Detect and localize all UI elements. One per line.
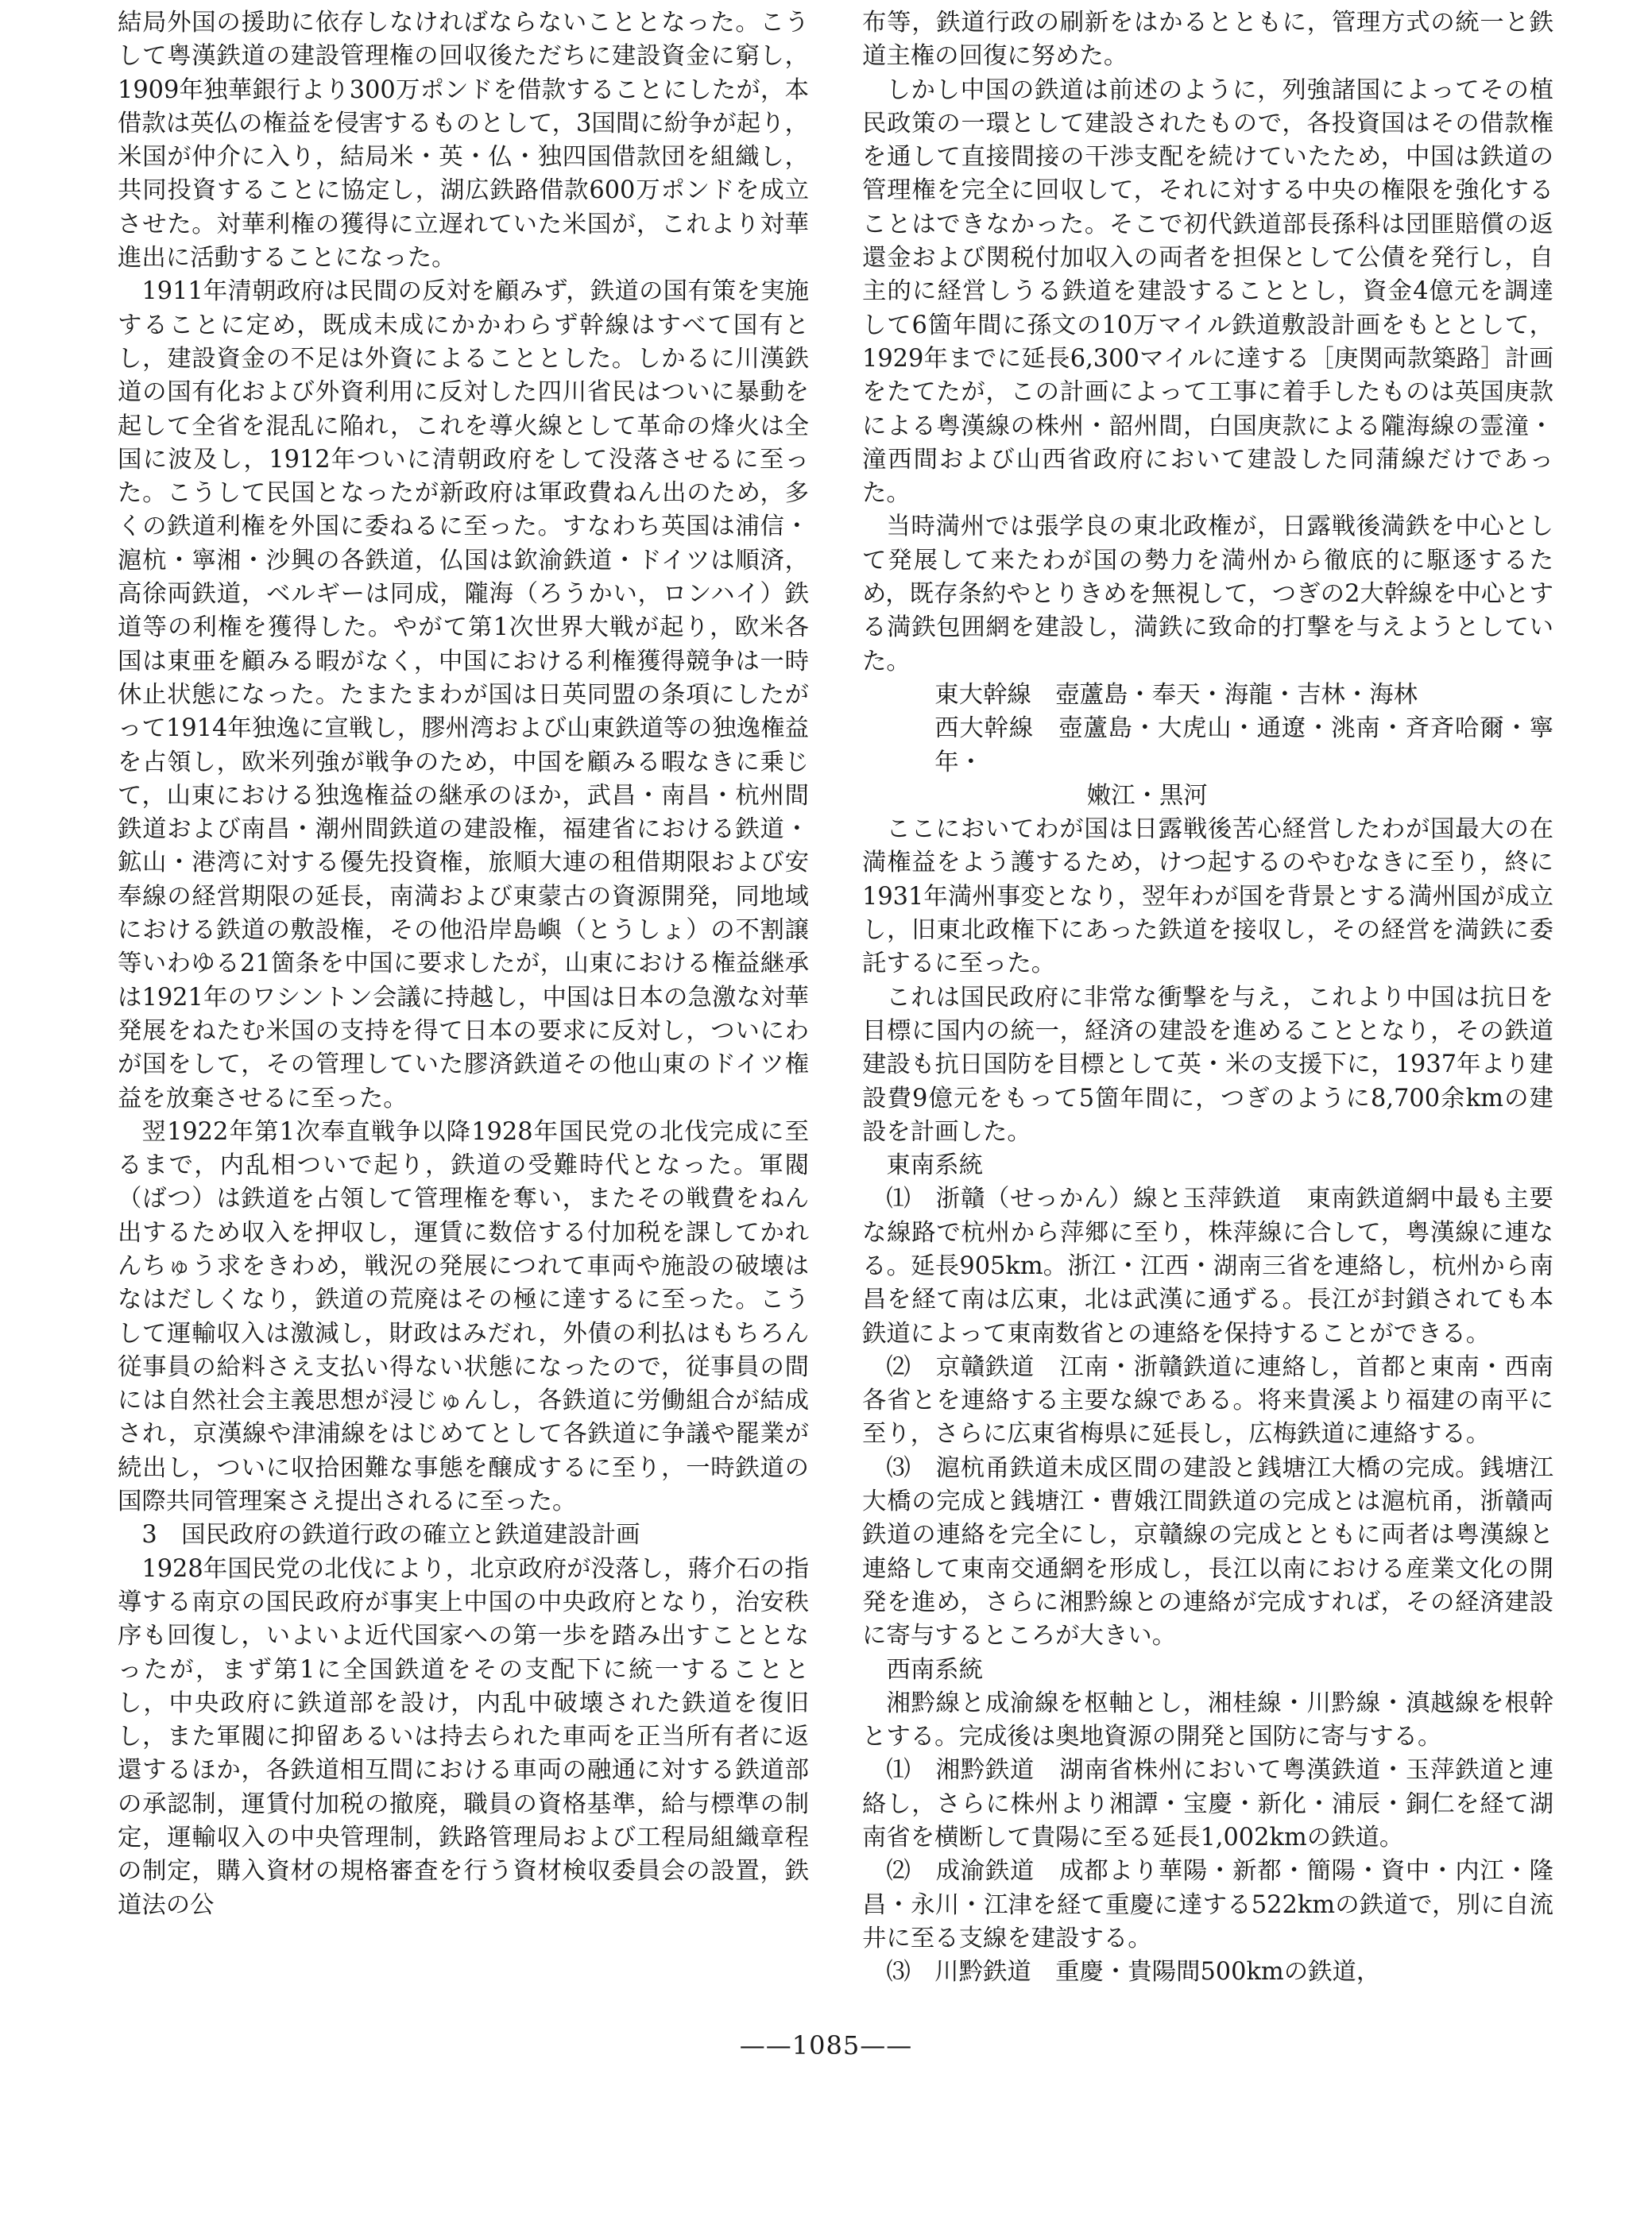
paragraph: 当時満州では張学良の東北政権が，日露戦後満鉄を中心として発展して来たわが国の勢力を満州から徹底的に駆逐するため，既存条約やとりきめを無視して，つぎの2大幹線を中心とする満鉄包囲網を建設し，満鉄に致命的打撃を与えようとしていた。 — [862, 513, 1553, 675]
paragraph: しかし中国の鉄道は前述のように，列強諸国によってその植民政策の一環として建設されたもので，各投資国はその借款権を通して直接間接の干渉支配を続けていたため，中国は鉄道の管理権を完全に回収して，それに対する中央の権限を強化することはできなかった。そこで初代鉄道部長孫科は団匪賠償の返還金および関税付加収入の両者を担保として公債を発行し，自主的に経営しうる鉄道を建設することとし，資金4億元を調達して6箇年間に孫文の10万マイル鉄道敷設計画をもととして，1929年までに延長6,300マイルに達する［庚関両款築路］計画をたてたが，この計画によって工事に着手したものは英国庚款による粤漢線の株州・韶州間，白国庚款による隴海線の霊潼・潼西間および山西省政府において建設した同蒲線だけであった。 — [862, 75, 1553, 508]
section-heading: 3 国民政府の鉄道行政の確立と鉄道建設計画 — [141, 1521, 640, 1550]
paragraph: 翌1922年第1次奉直戦争以降1928年国民党の北伐完成に至るまで，内乱相ついで起り，鉄道の受難時代となった。軍閥（ばつ）は鉄道を占領して管理権を奪い，またその戦費をねん出するため収入を押収し，運賃に数倍する付加税を課してかれんちゅう求をきわめ，戦況の発展につれて車両や施設の破壊はなはだしくなり，鉄道の荒廃はその極に達するに至った。こうして運輸収入は激減し，財政はみだれ，外債の利払はもちろん従事員の給料さえ支払い得ない状態になったので，従事員の間には自然社会主義思想が浸じゅんし，各鉄道に労働組合が結成され，京漢線や津浦線をはじめてとして各鉄道に争議や罷業が続出し，ついに収拾困難な事態を醸成するに至り，一時鉄道の国際共同管理案さえ提出されるに至った。 — [118, 1117, 809, 1516]
paragraph: 1911年清朝政府は民間の反対を顧みず，鉄道の国有策を実施することに定め，既成未成にかかわらず幹線はすべて国有とし，建設資金の不足は外資によることとした。しかるに川漢鉄道の国有化および外資利用に反対した四川省民はついに暴動を起して全省を混乱に陥れ，これを導火線として革命の烽火は全国に波及し，1912年ついに清朝政府をして没落させるに至った。こうして民国となったが新政府は軍政費ねん出のため，多くの鉄道利権を外国に委ねるに至った。すなわち英国は浦信・滬杭・寧湘・沙興の各鉄道，仏国は欽渝鉄道・ドイツは順済，高徐両鉄道，ベルギーは同成，隴海（ろうかい，ロンハイ）鉄道等の利権を獲得した。やがて第1次世界大戦が起り，欧米各国は東亜を顧みる暇がなく，中国における利権獲得競争は一時休止状態になった。たまたまわが国は日英同盟の条項にしたがって1914年独逸に宣戦し，膠州湾および山東鉄道等の独逸権益を占領し，欧米列強が戦争のため，中国を顧みる暇なきに乗じて，山東における独逸権益の継承のほか，武昌・南昌・杭州間鉄道および南昌・潮州間鉄道の建設権，福建省における鉄道・鉱山・港湾に対する優先投資権，旅順大連の租借期限および安奉線の経営期限の延長，南満および東蒙古の資源開発，同地域における鉄道の敷設権，その他沿岸島嶼（とうしょ）の不割譲等いわゆる21箇条を中国に要求したが，山東における権益継承は1921年のワシントン会議に持越し，中国は日本の急激な対華発展をねたむ米国の支持を得て日本の要求に反対し，ついにわが国をして，その管理していた膠済鉄道その他山東のドイツ権益を放棄させるに至った。 — [118, 277, 809, 1112]
numbered-paragraph: ⑴ 浙贛（せっかん）線と玉萍鉄道 東南鉄道網中最も主要な線路で杭州から萍郷に至り，株萍線に合して，粤漢線に連なる。延長905km。浙江・江西・湖南三省を連絡し，杭州から南昌を経て南は広東，北は武漢に通ずる。長江が封鎖されても本鉄道によって東南数省との連絡を保持することができる。 — [862, 1185, 1553, 1348]
numbered-paragraph: ⑴ 湘黔鉄道 湖南省株州において粤漢鉄道・玉萍鉄道と連絡し，さらに株州より湘譚・宝慶・新化・浦辰・銅仁を経て湖南省を横断して貴陽に至る延長1,002kmの鉄道。 — [862, 1756, 1553, 1852]
trunk-line-item: 東大幹線 壺蘆島・奉天・海龍・吉林・海林 — [934, 680, 1418, 709]
numbered-paragraph: ⑶ 滬杭甬鉄道未成区間の建設と銭塘江大橋の完成。銭塘江大橋の完成と銭塘江・曹娥江間鉄道の完成とは滬杭甬，浙贛両鉄道の連絡を完全にし，京贛線の完成とともに両者は粤漢線と連絡して東南交通網を形成し，長江以南における産業文化の開発を進め，さらに湘黔線との連絡が完成すれば，その経済建設に寄与するところが大きい。 — [862, 1453, 1553, 1650]
left-column — [118, 6, 809, 1922]
subsection-heading: 東南系統 — [886, 1151, 983, 1180]
right-column — [862, 6, 1553, 1990]
paragraph: 布等，鉄道行政の刷新をはかるとともに，管理方式の統一と鉄道主権の回復に努めた。 — [862, 9, 1553, 71]
trunk-line-item-continued: 嫩江・黒河 — [1086, 781, 1208, 810]
subsection-heading: 西南系統 — [886, 1655, 983, 1684]
trunk-line-item: 西大幹線 壺蘆島・大虎山・通遼・洮南・斉斉哈爾・寧年・ — [934, 714, 1553, 776]
page-number: ——1085—— — [739, 2030, 913, 2060]
paragraph: 湘黔線と成渝線を枢軸とし，湘桂線・川黔線・滇越線を根幹とする。完成後は奥地資源の開発と国防に寄与する。 — [862, 1689, 1553, 1751]
paragraph: これは国民政府に非常な衝撃を与え，これより中国は抗日を目標に国内の統一，経済の建設を進めることとなり，その鉄道建設も抗日国防を目標として英・米の支援下に，1937年より建設費9億元をもって5箇年間に，つぎのように8,700余kmの建設を計画した。 — [862, 983, 1553, 1146]
paragraph: ここにおいてわが国は日露戦後苦心経営したわが国最大の在満権益をよう護するため，けつ起するのやむなきに至り，終に1931年満州事変となり，翌年わが国を背景とする満州国が成立し，旧東北政権下にあった鉄道を接収し，その経営を満鉄に委託するに至った。 — [862, 815, 1553, 978]
paragraph: 1928年国民党の北伐により，北京政府が没落し，蔣介石の指導する南京の国民政府が事実上中国の中央政府となり，治安秩序も回復し，いよいよ近代国家への第一歩を踏み出すこととなったが，まず第1に全国鉄道をその支配下に統一することとし，中央政府に鉄道部を設け，内乱中破壊された鉄道を復旧し，また軍閥に抑留あるいは持去られた車両を正当所有者に返還するほか，各鉄道相互間における車両の融通に対する鉄道部の承認制，運賃付加税の撤廃，職員の資格基準，給与標準の制定，運輸収入の中央管理制，鉄路管理局および工程局組織章程の制定，購入資材の規格審査を行う資材検収委員会の設置，鉄道法の公 — [118, 1554, 809, 1919]
numbered-paragraph: ⑵ 京贛鉄道 江南・浙贛鉄道に連絡し，首都と東南・西南各省とを連絡する主要な線である。将来貴溪より福建の南平に至り，さらに広東省梅県に延長し，広梅鉄道に連絡する。 — [862, 1352, 1553, 1449]
numbered-paragraph: ⑵ 成渝鉄道 成都より華陽・新都・簡陽・資中・内江・隆昌・永川・江津を経て重慶に達する522kmの鉄道で，別に自流井に至る支線を建設する。 — [862, 1857, 1553, 1952]
numbered-paragraph: ⑶ 川黔鉄道 重慶・貴陽間500kmの鉄道， — [886, 1958, 1381, 1987]
paragraph: 結局外国の援助に依存しなければならないこととなった。こうして粤漢鉄道の建設管理権の回収後ただちに建設資金に窮し，1909年独華銀行より300万ポンドを借款することにしたが，本借款は英仏の権益を侵害するものとして，3国間に紛争が起り，米国が仲介に入り，結局米・英・仏・独四国借款団を組織し，共同投資することに協定し，湖広鉄路借款600万ポンドを成立させた。対華利権の獲得に立遅れていた米国が，これより対華進出に活動することになった。 — [118, 9, 809, 273]
